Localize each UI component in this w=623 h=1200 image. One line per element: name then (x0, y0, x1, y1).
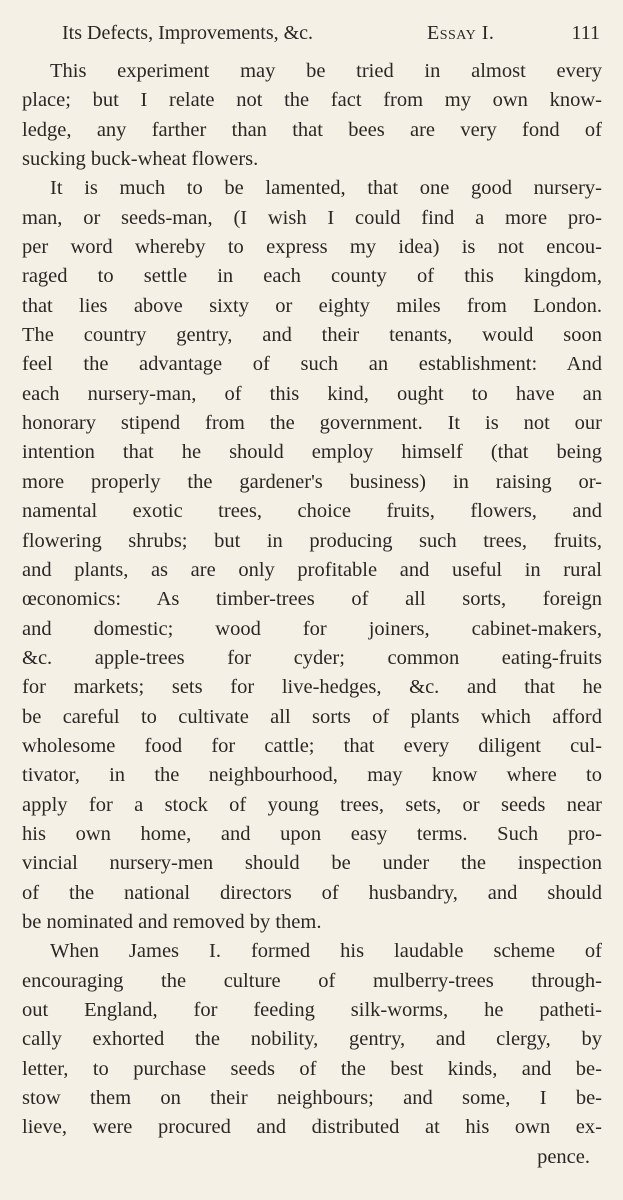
text-line: pence. (537, 1145, 590, 1168)
body-text (22, 57, 602, 1172)
text-line: that lies above sixty or eighty miles from London. (22, 294, 602, 317)
text-line: each nursery-man, of this kind, ought to have an (22, 382, 602, 405)
text-line: more properly the gardener's business) in raising or- (22, 470, 602, 493)
text-line: tivator, in the neighbourhood, may know where to (22, 764, 602, 787)
text-line: for markets; sets for live-hedges, &c. and that he (22, 676, 602, 699)
text-line: stow them on their neighbours; and some, I be- (22, 1087, 602, 1110)
text-line: wholesome food for cattle; that every diligent cul- (22, 734, 602, 757)
text-line: letter, to purchase seeds of the best kinds, and be- (22, 1057, 602, 1080)
text-line: œconomics: As timber-trees of all sorts, foreign (22, 588, 602, 611)
text-line: and plants, as are only profitable and useful in rural (22, 558, 602, 581)
text-line: This experiment may be tried in almost every (50, 60, 602, 82)
text-line: &c. apple-trees for cyder; common eating-fruits (22, 646, 602, 669)
text-line: his own home, and upon easy terms. Such pro- (22, 822, 602, 845)
text-line: sucking buck-wheat flowers. (22, 148, 259, 171)
text-line: encouraging the culture of mulberry-trees through- (22, 969, 602, 992)
page-number: 111 (571, 22, 600, 44)
running-header (62, 18, 600, 48)
text-line: When James I. formed his laudable scheme of (50, 940, 602, 963)
text-line: raged to settle in each county of this kingdom, (22, 265, 602, 288)
running-title: Its Defects, Improvements, &c. (62, 22, 314, 44)
text-line: per word whereby to express my idea) is not encou- (22, 236, 602, 259)
text-line: vincial nursery-men should be under the inspection (22, 852, 602, 875)
text-line: out England, for feeding silk-worms, he patheti- (22, 999, 602, 1021)
text-line: lieve, were procured and distributed at his own ex- (22, 1116, 602, 1139)
text-line: feel the advantage of such an establishment: And (22, 353, 602, 376)
text-line: cally exhorted the nobility, gentry, and clergy, by (22, 1028, 602, 1051)
text-line: be careful to cultivate all sorts of plants which afford (22, 705, 602, 728)
text-line: of the national directors of husbandry, and should (22, 881, 602, 904)
text-line: honorary stipend from the government. It is not our (22, 412, 602, 435)
text-line: apply for a stock of young trees, sets, or seeds near (22, 793, 602, 816)
text-line: be nominated and removed by them. (22, 910, 322, 933)
text-line: and domestic; wood for joiners, cabinet-makers, (22, 617, 602, 640)
essay-label: Essay I. (427, 22, 495, 44)
text-line: intention that he should employ himself (that being (22, 441, 602, 464)
text-line: ledge, any farther than that bees are very fond of (22, 118, 602, 141)
text-line: It is much to be lamented, that one good nursery- (50, 177, 602, 200)
text-line: man, or seeds-man, (I wish I could find a more pro- (22, 206, 602, 229)
text-line: The country gentry, and their tenants, would soon (22, 324, 602, 347)
text-line: namental exotic trees, choice fruits, flowers, and (22, 500, 602, 523)
text-line: place; but I relate not the fact from my own know- (22, 89, 602, 112)
text-line: flowering shrubs; but in producing such trees, fruits, (22, 529, 602, 552)
